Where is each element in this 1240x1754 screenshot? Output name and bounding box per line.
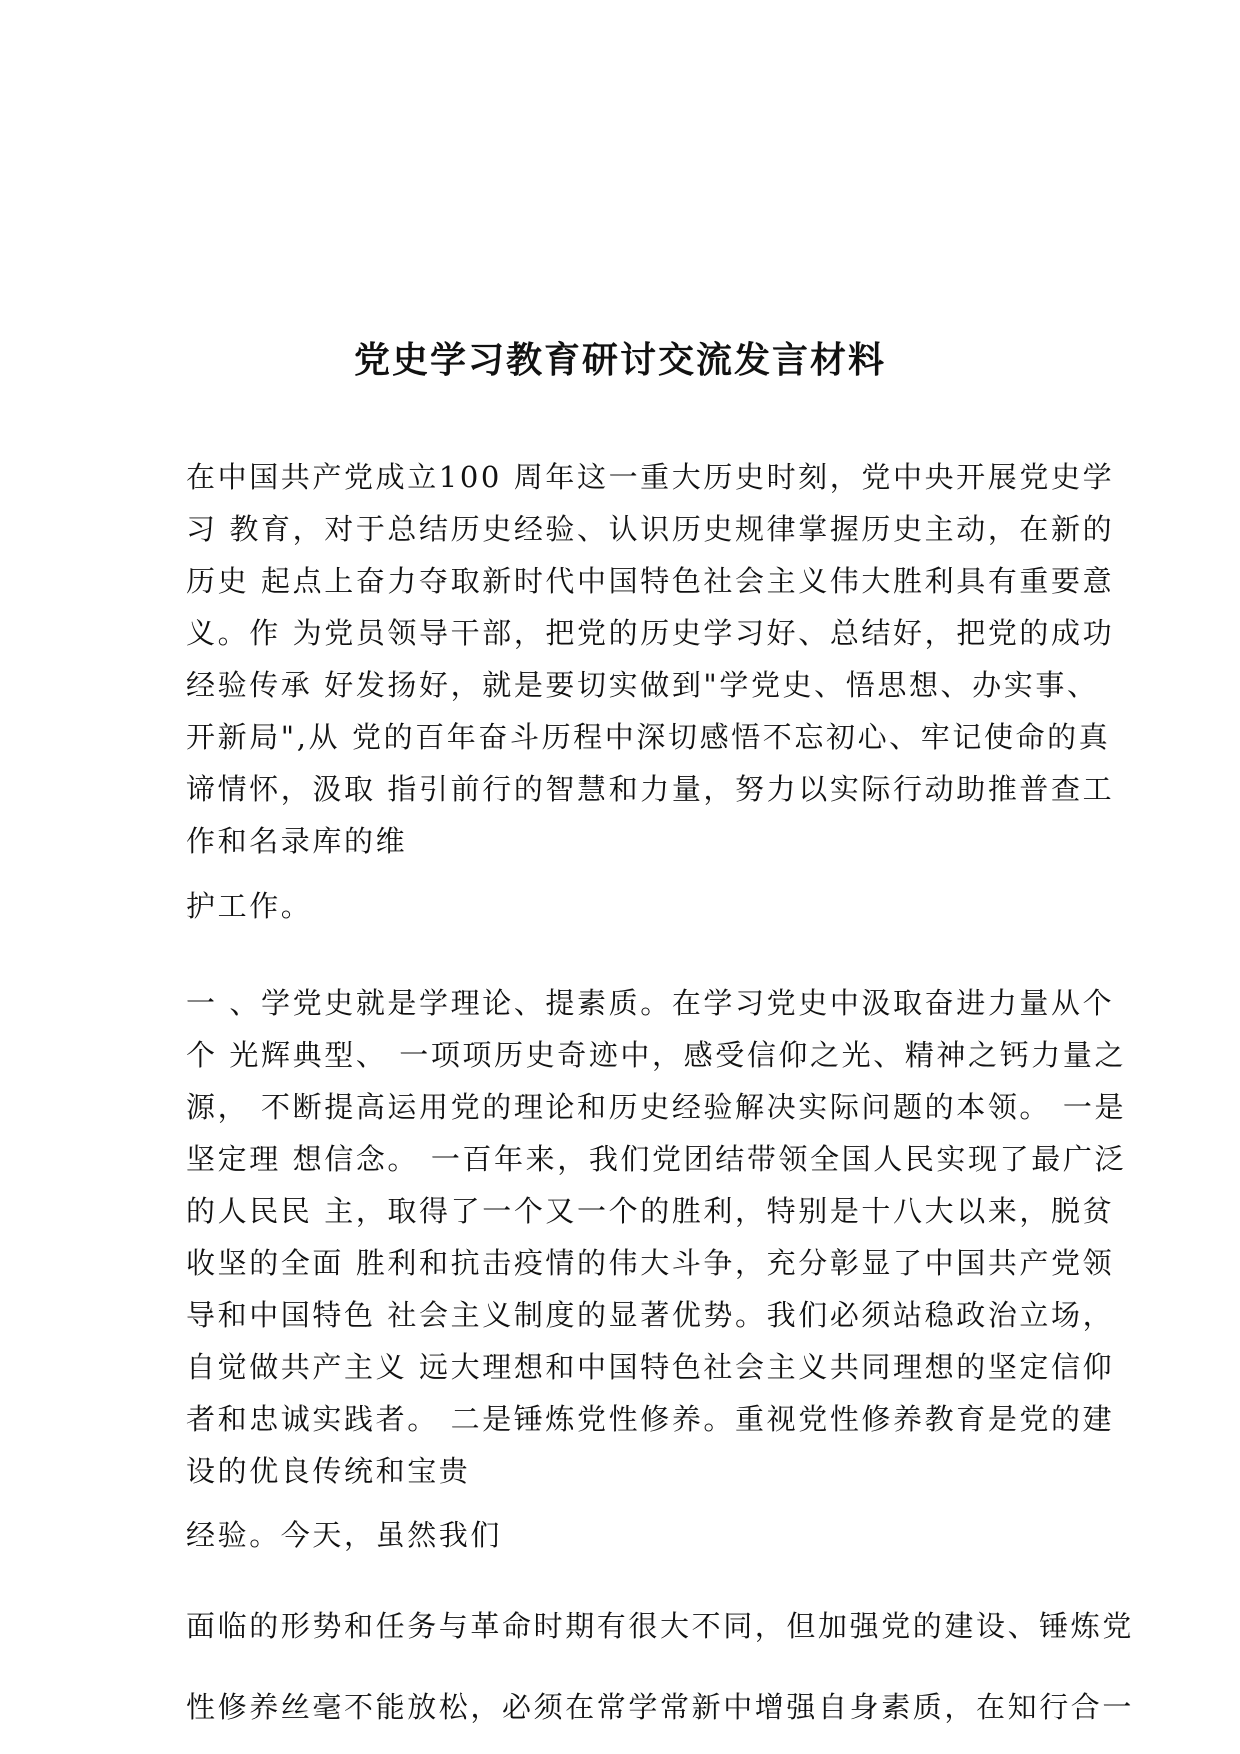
paragraph-line: 性修养丝毫不能放松，必须在常学常新中增强自身素质，在知行合一 bbox=[186, 1690, 1135, 1724]
paragraph-line: 收坚的全面 胜利和抗击疫情的伟大斗争，充分彰显了中国共产党领 bbox=[186, 1246, 1115, 1280]
document-title: 党史学习教育研讨交流发言材料 bbox=[353, 339, 886, 381]
paragraph-line: 的人民民 主，取得了一个又一个的胜利，特别是十八大以来，脱贫 bbox=[186, 1194, 1115, 1228]
paragraph-line: 源， 不断提高运用党的理论和历史经验解决实际问题的本领。 一是 bbox=[186, 1090, 1127, 1124]
paragraph-line: 经验。今天，虽然我们 bbox=[186, 1518, 503, 1552]
paragraph-line: 历史 起点上奋力夺取新时代中国特色社会主义伟大胜利具有重要意 bbox=[186, 564, 1115, 598]
paragraph-line: 作和名录库的维 bbox=[186, 824, 408, 858]
paragraph-line: 谛情怀，汲取 指引前行的智慧和力量，努力以实际行动助推普查工 bbox=[186, 772, 1115, 806]
paragraph-line: 面临的形势和任务与革命时期有很大不同，但加强党的建设、锤炼党 bbox=[186, 1609, 1135, 1643]
paragraph-line: 导和中国特色 社会主义制度的显著优势。我们必须站稳政治立场， bbox=[186, 1298, 1115, 1332]
paragraph-line: 开新局",从 党的百年奋斗历程中深切感悟不忘初心、牢记使命的真 bbox=[186, 720, 1111, 754]
paragraph-line: 设的优良传统和宝贵 bbox=[186, 1454, 471, 1488]
paragraph-line: 个 光辉典型、 一项项历史奇迹中，感受信仰之光、精神之钙力量之 bbox=[186, 1038, 1127, 1072]
paragraph-line: 在中国共产党成立100 周年这一重大历史时刻，党中央开展党史学 bbox=[186, 460, 1115, 494]
paragraph-line: 义。作 为党员领导干部，把党的历史学习好、总结好，把党的成功 bbox=[186, 616, 1115, 650]
paragraph-line: 者和忠诚实践者。 二是锤炼党性修养。重视党性修养教育是党的建 bbox=[186, 1402, 1115, 1436]
paragraph-line: 经验传承 好发扬好，就是要切实做到"学党史、悟思想、办实事、 bbox=[186, 668, 1099, 702]
paragraph-line: 一 、学党史就是学理论、提素质。在学习党史中汲取奋进力量从个 bbox=[186, 986, 1115, 1020]
paragraph-line: 坚定理 想信念。 一百年来，我们党团结带领全国人民实现了最广泛 bbox=[186, 1142, 1127, 1176]
paragraph-line: 自觉做共产主义 远大理想和中国特色社会主义共同理想的坚定信仰 bbox=[186, 1350, 1115, 1384]
paragraph-line: 习 教育，对于总结历史经验、认识历史规律掌握历史主动，在新的 bbox=[186, 512, 1115, 546]
paragraph-line: 护工作。 bbox=[186, 889, 313, 923]
